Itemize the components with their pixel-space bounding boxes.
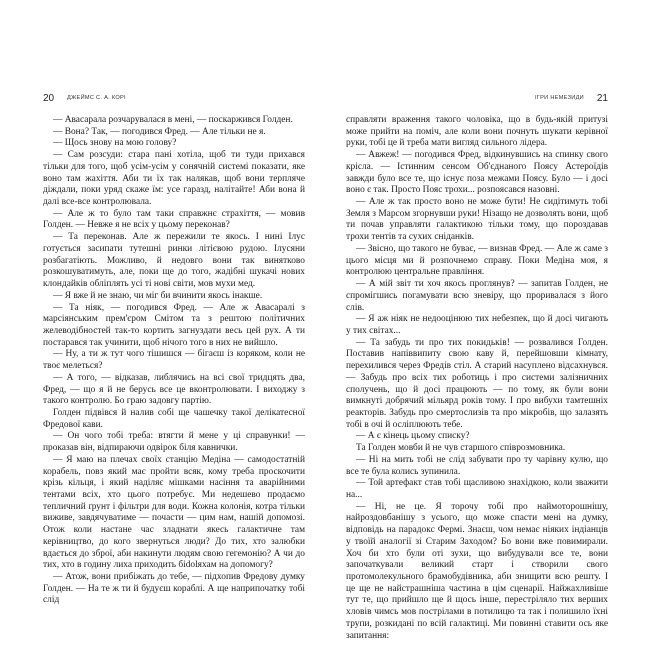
paragraph: — Атож, вони прибіжать до тебе, — підхопив Фредову думку Голден. — На те ж ти й будуєш кораблі. А ще наприпочатку тобі слід — [43, 572, 305, 606]
left-running-head — [43, 93, 305, 107]
paragraph: — Той артефакт став тобі щасливою знахідкою, коли зважити на... — [346, 478, 608, 500]
right-page — [346, 93, 608, 642]
paragraph: — Он чого тобі треба: втягти й мене у ці справунки! — проказав він, відпираючи одвірок біля кавнички. — [43, 431, 305, 454]
paragraph: — А того, — відказав, либлячись на всі свої тридцять два, Фред, — що я й не берусь все це вконтролювати. І виходжу з такого контролю. Бо граю задовгу партію. — [43, 372, 305, 407]
paragraph: — Ні на мить тобі не слід забувати про ту чарівну кулю, що все те була колись зупинила. — [346, 454, 608, 477]
paragraph: — Але ж так просто воно не може бути! Не сидітимуть тобі Земля з Марсом згорнувши руки! Нізащо не дозволять вони, щоб ти почав управляти галактикою тільки тому, що пороздавав трохи тентів та сухих сніданків. — [346, 197, 608, 243]
paragraph: Та Голден мовби й не чув старшого співрозмовника. — [356, 443, 566, 454]
paragraph: — Та переконав. Але ж пережили те якось. І нині Ілус готується засипати тутешні ринки літієвою рудою. Ілусяни розбагатіють. Можливо, й недовго вони так винятково розкошуватимуть, але, поки ще до того, жадібні шукачі нових клондайків обліплять усі ті нові світи, мов мухи мед. — [43, 232, 305, 290]
paragraph: — Я аж ніяк не недооцінюю тих небезпек, що й досі чигають у тих світах... — [346, 314, 608, 336]
paragraph: — Та забудь ти про тих покидьків! — розвалився Голден. Поставив напіввипиту свою каву й, перейшовши кімнату, перехилився через Фредів стіл. А старий насуплено відсахнувся. — Забудь про всіх тих роботиць і про системи залізничних сполучень, що й досі працюють — по тому, як були вони вимкнуті добрячий мільярд років тому. І про вибухи тамтешніх реакторів. Забудь про смертослизів та про мікробів, що залазять тобі в очі й осліплюють тебе. — [346, 337, 608, 430]
paragraph: — Та ніяк, — погодився Фред. — Але ж Авасаралі з марсіянським прем'єром Смітом та з рештою політичних желеводібностей так-то кортить загнуздати весь цей рух. А ти постарався так учинити, щоб нічого того в них не вийшло. — [43, 302, 305, 348]
paragraph: — Ні, не це. Я торочу тобі про наймоторошнішу, найроздовбанішу з усього, що може спасти мені на думку, відповідь на парадокс Фермі. Знаєш, чом немає ніяких індіанців у твоїй аналогії зі Старим Заходом? Бо вони вже повимирали. Хоч би хто були оті зухи, що вибудували все те, вони започаткували великий старт і створили свого протомолекульного брамобудівника, аби знищити всю решту. І це ще не найстрашніша частина в цім сценарії. Найжахливіше тут те, що прийшло ще й щось інше, перестріляло тих верших хловів чимсь мов пострілами в потилицю та так і полишило їхні трупи, розкидані по всій галактиці. Ми повинні ставити ось яке запитання: — [346, 501, 608, 641]
paragraph: — Ну, а ти ж тут чого тішишся — бігаєш із коряком, коли не твоє мелеться? — [43, 349, 305, 372]
paragraph: — Я вже й не знаю, чи міг би вчинити якось інакше. — [53, 290, 263, 301]
paragraph: — Авжеж! — погодився Фред, відкинувшись на спинку свого крісла. — Істинним сенсом Об'єднаного Поясу Астероїдів завжди було все те, що існує поза межами Поясу. Було — і досі воно є так. Просто Пояс трохи... розпоясався назовні. — [346, 150, 608, 196]
page-number: 21 — [596, 93, 608, 104]
page-number: 20 — [43, 93, 55, 104]
paragraph: — Я маю на плечах своїх станцію Медіна — самодостатній корабель, повз який має пройти всяк, кому треба проскочити крізь кільця, і який наділяє мішками насіння та аварійними тентами всіх, хто цього потребує. Ми недешево продаємо тепличний ґрунт і фільтри для води. Кожна колонія, котра тільки виживе, завдячуватиме — почасти — цим нам, нашій допомозі. Отож коли настане час зладнати якесь галактичне там керівництво, до кого звернуться люди? До тих, хто залюбки вдається до зброї, аби накинути людям свою гегемонію? А чи до тих, хто в годину лиха приходить біdolяхам на допомогу? — [43, 454, 305, 571]
paragraph: — А є кінець цьому списку? — [356, 431, 470, 442]
paragraph: — Сам розсуди: стара пані хотіла, щоб ти туди прихався тільки для того, щоб усім-усім у сонячній системі показати, яке воно там жахіття. Аби ти їх так налякав, щоб вони терпляче діждали, поки уряд скаже їм: усе гаразд, налітайте! Аби вона й далі все-все контролювала. — [43, 150, 305, 208]
paragraph: — Але ж то було там таки справжнє страхіття, — мовив Голден. — Невже я не всіх у цьому переконав? — [43, 208, 305, 231]
left-page — [43, 93, 305, 607]
paragraph: — Вона? Так, — погодився Фред. — Але тільки не я. — [53, 126, 266, 137]
book-title-header: ІГРИ НЕМЕЗИДИ — [534, 95, 584, 101]
paragraph: — Авасарала розчарувалася в мені, — поскаржився Голден. — [53, 115, 293, 125]
paragraph: Голден підвівся й налив собі ще чашечку такої делікатесної Фредової кави. — [43, 407, 305, 430]
left-body-text — [43, 115, 305, 607]
paragraph: — А мій звіт ти хоч якось проглянув? — запитав Голден, не спромігшись погамувати всю зневіру, що проривалася з його слів. — [346, 279, 608, 313]
paragraph: — Звісно, що такого не буває, — визнав Фред. — Але ж саме з цього місця ми й розпочнемо справу. Поки Медіна моя, я контролюю центральне правління. — [346, 243, 608, 278]
paragraph: — Щось знову на мою голову? — [53, 138, 177, 149]
paragraph: справляти враження такого чоловіка, що в будь-якій притузі може прийти на поміч, але коли вони почнуть шукати керівної руки, тобі це й треба мати вигляд сильного лідера. — [346, 115, 608, 149]
right-running-head — [346, 93, 608, 107]
author-header: ДЖЕЙМС С. А. КОРІ — [67, 95, 126, 101]
right-body-text — [346, 115, 608, 642]
